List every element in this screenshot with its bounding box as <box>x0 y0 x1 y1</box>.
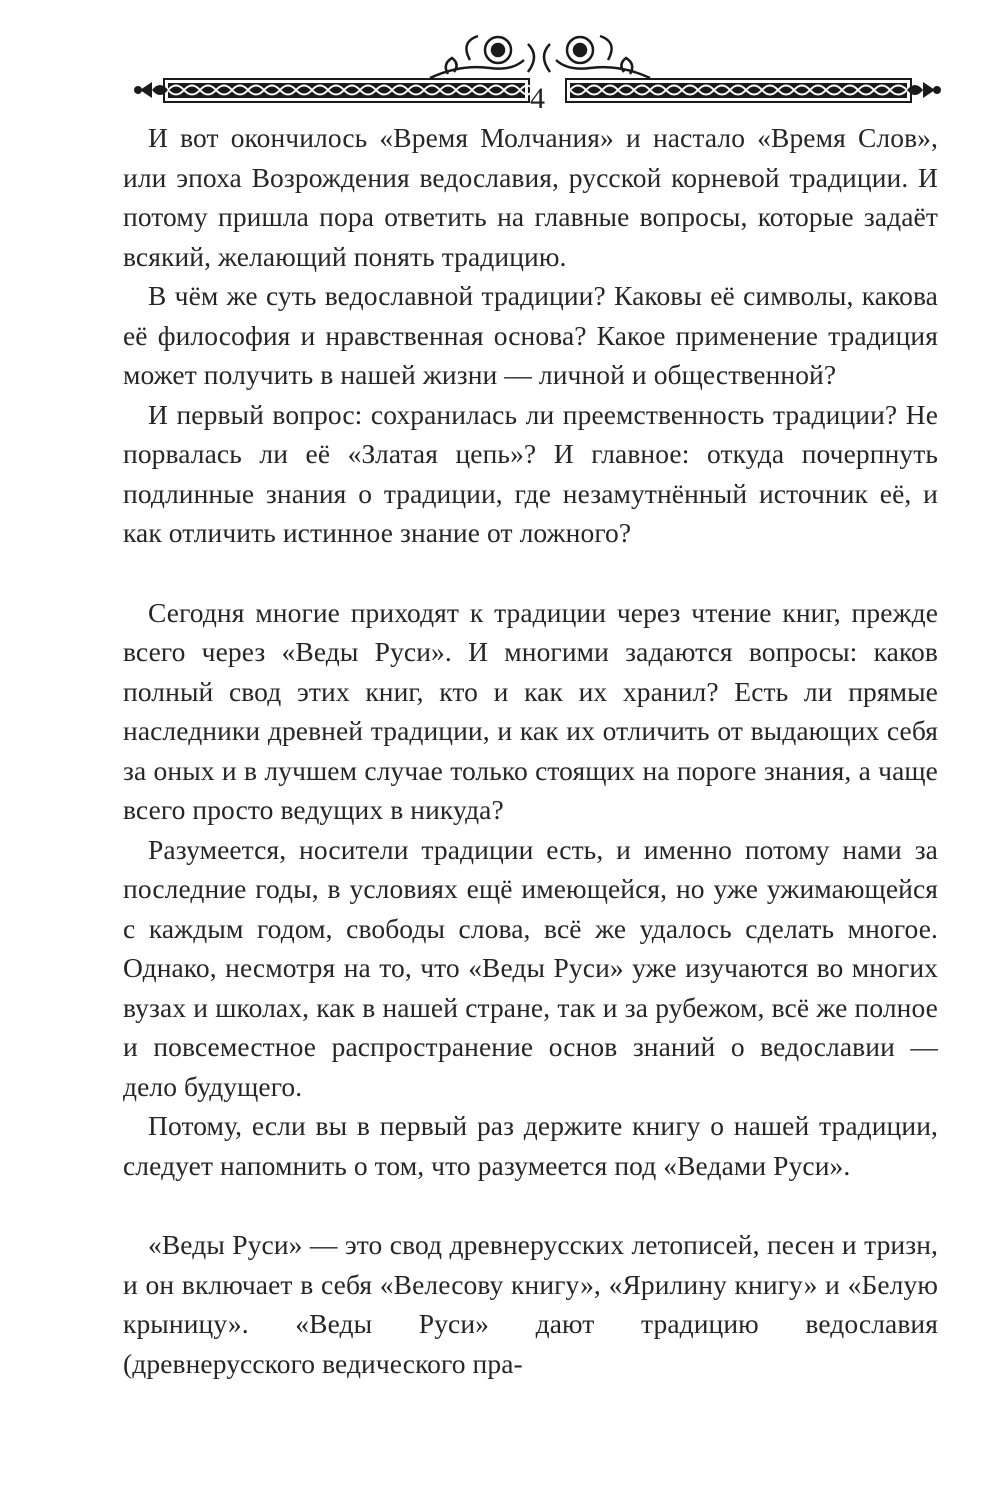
paragraph: И вот окончилось «Время Молчания» и настало «Время Слов», или эпоха Возрождения ведославия, русской корневой традиции. И потому пришла пора ответить на главные вопросы, которые задаёт всякий, желающий понять традицию. <box>123 122 938 272</box>
paragraph: Сегодня многие приходят к традиции через чтение книг, прежде всего через «Веды Руси». И многими задаются вопросы: каков полный свод этих книг, кто и как их хранил? Есть ли прямые наследники древней традиции, и как их отличить от выдающих себя за оных и в лучшем случае только стоящих на пороге знания, а чаще всего просто ведущих в никуда? <box>123 596 938 825</box>
paragraph: И первый вопрос: сохранилась ли преемственность традиции? Не порвалась ли её «Златая цепь»? И главное: откуда почерпнуть подлинные знания о традиции, где незамутнённый источник её, и как отличить истинное знание от ложного? <box>123 398 938 548</box>
page-number: 4 <box>530 82 545 115</box>
center-scroll-ornament-icon <box>430 36 650 78</box>
section-spacer <box>123 553 938 593</box>
paragraph: Потому, если вы в первый раз держите книгу о нашей традиции, следует напомнить о том, что разумеется под «Ведами Руси». <box>123 1110 938 1181</box>
paragraph: Разумеется, носители традиции есть, и именно потому нами за последние годы, в условиях ещё имеющейся, но уже ужимающейся с каждым годом, свободы слова, всё же удалось сделать многое. Однако, несмотря на то, что «Веды Руси» уже изучаются во многих вузах и школах, как в нашей стране, так и за рубежом, всё же полное и повсеместное распространение основ знаний о ведославии — дело будущего. <box>123 833 938 1102</box>
section-spacer <box>123 1185 938 1225</box>
paragraph: В чём же суть ведославной традиции? Каковы её символы, какова её философия и нравственная основа? Какое применение традиция может получить в нашей жизни — личной и общественной? <box>123 280 938 390</box>
paragraph: «Веды Руси» — это свод древнерусских летописей, песен и тризн, и он включает в себя «Велесову книгу», «Ярилину книгу» и «Белую крыницу». «Веды Руси» дают традицию ведославия (древнерусского ведического пра- <box>123 1229 938 1379</box>
page-header <box>130 30 945 120</box>
body-text <box>123 118 938 1383</box>
